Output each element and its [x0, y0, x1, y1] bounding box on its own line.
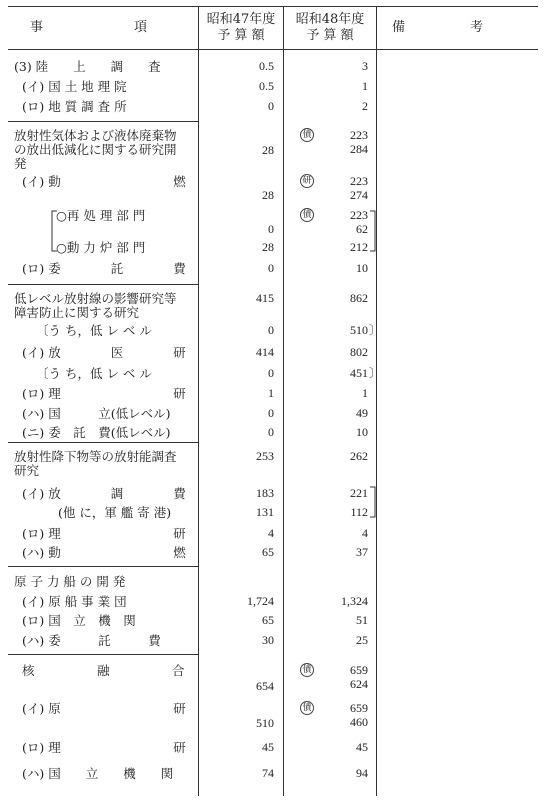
fy48-value: 1,324 — [341, 594, 368, 608]
section-title: 核 融 合 — [22, 663, 185, 678]
section-title: 低レベル放射線の影響研究等 — [14, 291, 177, 306]
fy48-value: 25 — [356, 633, 368, 647]
fy47-value: 45 — [262, 740, 274, 754]
section-title: 障害防止に関する研究 — [14, 305, 140, 320]
col-divider-3 — [376, 6, 377, 796]
fy47-value: 28 — [262, 143, 274, 157]
fy47-value: 0 — [268, 406, 274, 420]
fy48-value: 659 — [350, 663, 368, 677]
fy48-value: 51 — [356, 613, 368, 627]
fy47-value: 415 — [256, 291, 274, 305]
fy47-value: 253 — [256, 449, 274, 463]
fy48-value: 223 — [350, 128, 368, 142]
section-divider — [8, 284, 198, 285]
section-title: 発 — [14, 156, 27, 171]
fy47-value: 183 — [256, 486, 274, 500]
fy47-value: 0 — [268, 425, 274, 439]
close-bracket-icon: 〕 — [369, 366, 382, 380]
fy48-value: 45 — [356, 740, 368, 754]
fy47-value: 0.5 — [259, 79, 274, 93]
fy48-value: 1 — [362, 386, 368, 400]
row-label: (ロ) 理 研 — [22, 740, 186, 755]
col-divider-1 — [198, 6, 199, 796]
fy48-value: 221 — [350, 486, 368, 500]
section-title: 研究 — [14, 463, 40, 478]
fy47-value: 28 — [262, 188, 274, 202]
row-label: (ハ) 動 燃 — [22, 545, 186, 560]
row-label: (イ) 原 船 事 業 団 — [22, 594, 127, 609]
row-label: ○動 力 炉 部 門 — [56, 240, 146, 255]
row-label: (イ) 放 医 研 — [22, 345, 186, 360]
fy48-value: 284 — [350, 142, 368, 156]
header-bottom-border — [8, 49, 538, 50]
close-bracket-icon: 〕 — [369, 323, 382, 337]
row-label: (イ) 原 研 — [22, 701, 186, 716]
fy48-value: 510 — [350, 323, 368, 337]
note-mark-icon: 研 — [300, 174, 314, 188]
fy47-value: 65 — [262, 545, 274, 559]
right-bracket — [369, 486, 377, 518]
row-label: (ロ) 国 立 機 関 — [22, 613, 136, 628]
fy47-value: 28 — [262, 240, 274, 254]
fy48-value: 862 — [350, 291, 368, 305]
fy48-value: 262 — [350, 449, 368, 463]
header-notes: 備 考 — [392, 20, 484, 35]
fy48-value: 49 — [356, 406, 368, 420]
header-fy47-sub: 予 算 額 — [217, 28, 265, 43]
fy48-value: 1 — [362, 79, 368, 93]
row-label: (ハ) 国 立 機 関 — [22, 766, 174, 781]
fy48-value: 659 — [350, 701, 368, 715]
fy47-value: 0 — [268, 222, 274, 236]
row-label: ○再 処 理 部 門 — [56, 208, 146, 223]
fy48-value: 451 — [350, 366, 368, 380]
row-label: (ロ) 地 質 調 査 所 — [22, 99, 127, 114]
note-mark-icon: 債 — [300, 128, 314, 142]
fy47-value: 0.5 — [259, 59, 274, 73]
fy47-value: 654 — [256, 679, 274, 693]
fy48-value: 624 — [350, 677, 368, 691]
fy48-value: 274 — [350, 188, 368, 202]
fy48-value: 37 — [356, 545, 368, 559]
fy48-value: 223 — [350, 174, 368, 188]
note-mark-icon: 債 — [300, 663, 314, 677]
fy48-value: 460 — [350, 715, 368, 729]
header-fy47: 昭和47年度 — [206, 12, 276, 27]
section-divider — [8, 442, 198, 443]
fy47-value: 510 — [256, 716, 274, 730]
fy47-value: 4 — [268, 526, 274, 540]
fy48-value: 94 — [356, 766, 368, 780]
row-label: (ニ) 委 託 費(低レベル) — [22, 425, 171, 440]
fy47-value: 1 — [268, 386, 274, 400]
fy48-value: 62 — [356, 222, 368, 236]
row-label: (イ) 放 調 費 — [22, 486, 186, 501]
section-title: 放射性降下物等の放射能調査 — [14, 449, 177, 464]
section-title: 放射性気体および液体廃棄物 — [14, 128, 177, 143]
row-label: (ハ) 国 立(低レベル) — [22, 406, 171, 421]
fy47-value: 30 — [262, 633, 274, 647]
fy47-value: 0 — [268, 366, 274, 380]
section-divider — [8, 121, 198, 122]
header-item: 事 項 — [30, 20, 148, 35]
fy47-value: 1,724 — [247, 594, 274, 608]
fy47-value: 414 — [256, 345, 274, 359]
fy48-value: 212 — [350, 240, 368, 254]
fy47-value: 0 — [268, 261, 274, 275]
row-label: 〔う ち，低 レ ベ ル — [36, 323, 152, 338]
section-title: の放出低減化に関する研究開 — [14, 142, 177, 157]
fy48-value: 802 — [350, 345, 368, 359]
row-label: (イ) 動 燃 — [22, 174, 186, 189]
row-label: 〔う ち，低 レ ベ ル — [36, 366, 152, 381]
row-label: (他 に，軍 艦 寄 港) — [58, 505, 172, 520]
fy47-value: 0 — [268, 99, 274, 113]
fy48-value: 3 — [362, 59, 368, 73]
fy48-value: 4 — [362, 526, 368, 540]
header-fy48-sub: 予 算 額 — [306, 28, 354, 43]
section-title: 原 子 力 船 の 開 発 — [14, 574, 126, 589]
note-mark-icon: 債 — [300, 208, 314, 222]
fy47-value: 74 — [262, 766, 274, 780]
section-divider — [8, 566, 198, 567]
row-label: (ロ) 委 託 費 — [22, 261, 186, 276]
fy48-value: 10 — [356, 425, 368, 439]
row-label: (ハ) 委 託 費 — [22, 633, 161, 648]
note-mark-icon: 債 — [300, 701, 314, 715]
header-fy48: 昭和48年度 — [295, 12, 365, 27]
fy47-value: 131 — [256, 505, 274, 519]
row-label: (ロ) 理 研 — [22, 386, 186, 401]
row-label: (イ) 国 土 地 理 院 — [22, 79, 127, 94]
row-label: (ロ) 理 研 — [22, 526, 186, 541]
top-border — [8, 6, 538, 7]
right-bracket — [369, 210, 377, 252]
fy48-value: 112 — [350, 505, 368, 519]
fy48-value: 223 — [350, 208, 368, 222]
section-divider — [8, 654, 198, 655]
fy48-value: 2 — [362, 99, 368, 113]
fy47-value: 0 — [268, 323, 274, 337]
fy48-value: 10 — [356, 261, 368, 275]
row-label: (3) 陸 上 調 査 — [14, 59, 161, 74]
fy47-value: 65 — [262, 613, 274, 627]
